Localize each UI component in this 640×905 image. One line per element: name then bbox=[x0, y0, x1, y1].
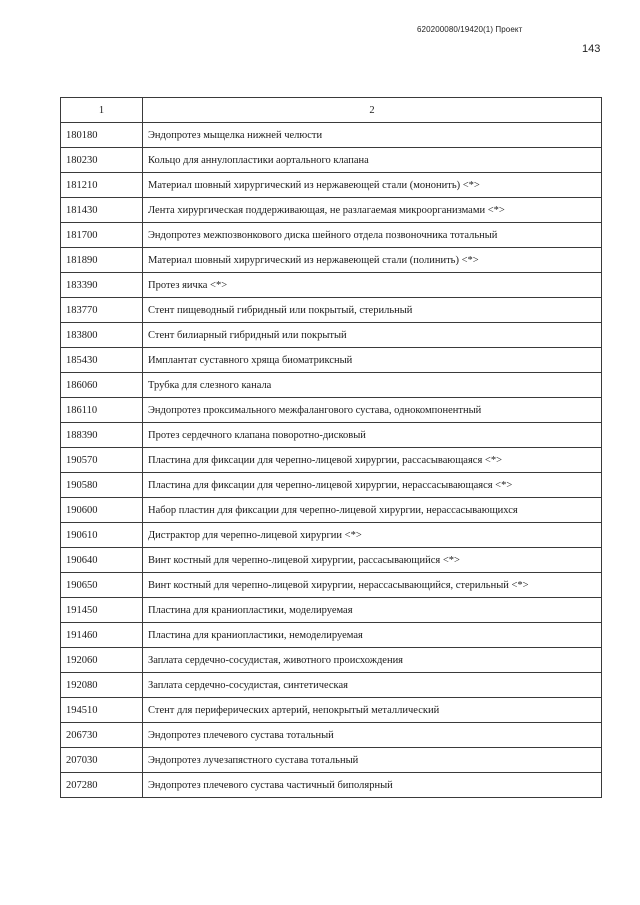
table-header-row bbox=[61, 98, 602, 123]
row-code: 180180 bbox=[61, 123, 143, 148]
table-row bbox=[61, 498, 602, 523]
table-row bbox=[61, 223, 602, 248]
registry-table bbox=[60, 97, 602, 798]
table-row bbox=[61, 173, 602, 198]
row-name: Пластина для краниопластики, моделируемая bbox=[143, 598, 602, 623]
row-name: Винт костный для черепно-лицевой хирургии, нерассасывающийся, стерильный <*> bbox=[143, 573, 602, 598]
row-code: 181700 bbox=[61, 223, 143, 248]
table-row bbox=[61, 698, 602, 723]
row-name: Пластина для краниопластики, немоделируемая bbox=[143, 623, 602, 648]
table-row bbox=[61, 398, 602, 423]
row-name: Пластина для фиксации для черепно-лицевой хирургии, нерассасывающаяся <*> bbox=[143, 473, 602, 498]
row-name: Эндопротез межпозвонкового диска шейного отдела позвоночника тотальный bbox=[143, 223, 602, 248]
row-code: 186110 bbox=[61, 398, 143, 423]
table-row bbox=[61, 298, 602, 323]
row-name: Протез сердечного клапана поворотно-дисковый bbox=[143, 423, 602, 448]
table-row bbox=[61, 773, 602, 798]
row-code: 181430 bbox=[61, 198, 143, 223]
document-id: 620200080/19420(1) Проект bbox=[417, 25, 523, 34]
row-name: Эндопротез мыщелка нижней челюсти bbox=[143, 123, 602, 148]
row-name: Заплата сердечно-сосудистая, синтетическая bbox=[143, 673, 602, 698]
row-code: 191460 bbox=[61, 623, 143, 648]
row-code: 192080 bbox=[61, 673, 143, 698]
table-row bbox=[61, 673, 602, 698]
table-row bbox=[61, 573, 602, 598]
table-row bbox=[61, 523, 602, 548]
column-header-1: 1 bbox=[61, 98, 143, 123]
row-name: Материал шовный хирургический из нержавеющей стали (полинить) <*> bbox=[143, 248, 602, 273]
table-row bbox=[61, 273, 602, 298]
table-row bbox=[61, 748, 602, 773]
row-name: Стент билиарный гибридный или покрытый bbox=[143, 323, 602, 348]
row-name: Протез яичка <*> bbox=[143, 273, 602, 298]
row-code: 183770 bbox=[61, 298, 143, 323]
row-code: 183390 bbox=[61, 273, 143, 298]
row-code: 207030 bbox=[61, 748, 143, 773]
table-row bbox=[61, 348, 602, 373]
row-code: 183800 bbox=[61, 323, 143, 348]
table-row bbox=[61, 323, 602, 348]
table-row bbox=[61, 723, 602, 748]
row-name: Трубка для слезного канала bbox=[143, 373, 602, 398]
table-row bbox=[61, 448, 602, 473]
row-name: Винт костный для черепно-лицевой хирургии, рассасывающийся <*> bbox=[143, 548, 602, 573]
row-name: Эндопротез плечевого сустава частичный биполярный bbox=[143, 773, 602, 798]
row-code: 190640 bbox=[61, 548, 143, 573]
table-row bbox=[61, 623, 602, 648]
row-name: Заплата сердечно-сосудистая, животного происхождения bbox=[143, 648, 602, 673]
table-body bbox=[61, 98, 602, 798]
row-code: 181890 bbox=[61, 248, 143, 273]
table-row bbox=[61, 648, 602, 673]
row-code: 190580 bbox=[61, 473, 143, 498]
row-code: 188390 bbox=[61, 423, 143, 448]
row-code: 192060 bbox=[61, 648, 143, 673]
table-row bbox=[61, 148, 602, 173]
row-name: Стент для периферических артерий, непокрытый металлический bbox=[143, 698, 602, 723]
row-name: Стент пищеводный гибридный или покрытый, стерильный bbox=[143, 298, 602, 323]
row-code: 207280 bbox=[61, 773, 143, 798]
row-name: Лента хирургическая поддерживающая, не разлагаемая микроорганизмами <*> bbox=[143, 198, 602, 223]
table-row bbox=[61, 423, 602, 448]
row-code: 190570 bbox=[61, 448, 143, 473]
row-code: 190650 bbox=[61, 573, 143, 598]
row-code: 190610 bbox=[61, 523, 143, 548]
page-number: 143 bbox=[582, 43, 601, 55]
row-code: 194510 bbox=[61, 698, 143, 723]
row-code: 190600 bbox=[61, 498, 143, 523]
row-name: Эндопротез проксимального межфалангового сустава, однокомпонентный bbox=[143, 398, 602, 423]
row-name: Кольцо для аннулопластики аортального клапана bbox=[143, 148, 602, 173]
row-name: Набор пластин для фиксации для черепно-лицевой хирургии, нерассасывающихся bbox=[143, 498, 602, 523]
table-row bbox=[61, 373, 602, 398]
row-code: 185430 bbox=[61, 348, 143, 373]
row-name: Имплантат суставного хряща биоматриксный bbox=[143, 348, 602, 373]
row-name: Материал шовный хирургический из нержавеющей стали (мононить) <*> bbox=[143, 173, 602, 198]
row-name: Эндопротез плечевого сустава тотальный bbox=[143, 723, 602, 748]
table-row bbox=[61, 198, 602, 223]
row-code: 186060 bbox=[61, 373, 143, 398]
table-row bbox=[61, 473, 602, 498]
row-code: 181210 bbox=[61, 173, 143, 198]
row-code: 206730 bbox=[61, 723, 143, 748]
row-code: 191450 bbox=[61, 598, 143, 623]
table-row bbox=[61, 548, 602, 573]
table-row bbox=[61, 248, 602, 273]
column-header-2: 2 bbox=[143, 98, 602, 123]
row-code: 180230 bbox=[61, 148, 143, 173]
row-name: Эндопротез лучезапястного сустава тотальный bbox=[143, 748, 602, 773]
row-name: Дистрактор для черепно-лицевой хирургии <*> bbox=[143, 523, 602, 548]
table-row bbox=[61, 598, 602, 623]
row-name: Пластина для фиксации для черепно-лицевой хирургии, рассасывающаяся <*> bbox=[143, 448, 602, 473]
table-row bbox=[61, 123, 602, 148]
